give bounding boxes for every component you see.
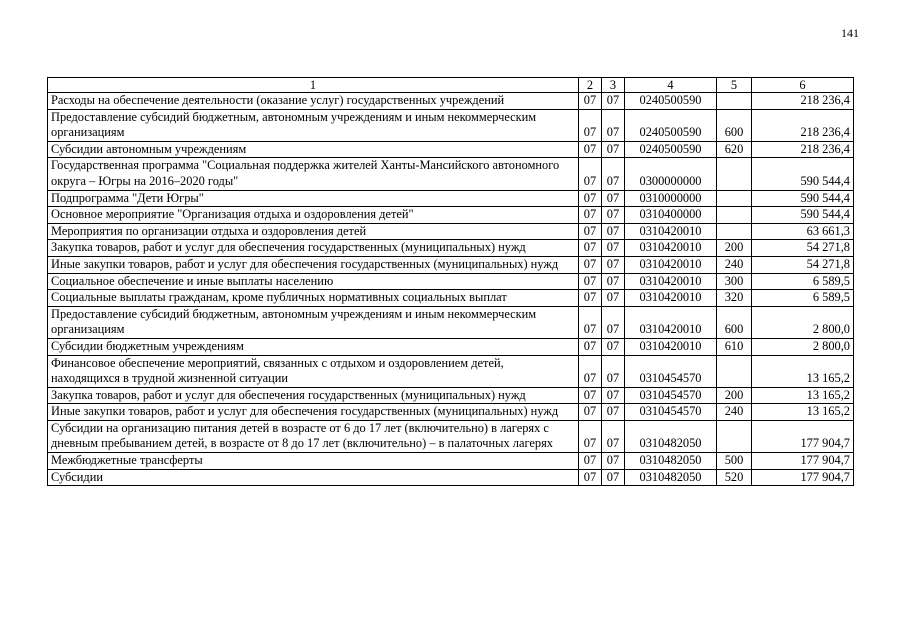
row-name-cell: Субсидии на организацию питания детей в возрасте от 6 до 17 лет (включительно) в лагерях с дневным пребыванием детей, в возрасте от 8 до 17 лет (включительно) – в палаточных лагерях — [48, 420, 579, 452]
row-expense-type-cell — [717, 190, 752, 207]
row-target-article-cell: 0310420010 — [625, 338, 717, 355]
table-row — [48, 453, 854, 470]
row-target-article-cell: 0310420010 — [625, 290, 717, 307]
table-row — [48, 306, 854, 338]
row-section-cell: 07 — [579, 306, 602, 338]
table-row — [48, 338, 854, 355]
row-expense-type-cell — [717, 355, 752, 387]
row-amount-cell: 63 661,3 — [752, 223, 854, 240]
row-expense-type-cell — [717, 93, 752, 110]
row-name-cell: Иные закупки товаров, работ и услуг для обеспечения государственных (муниципальных) нужд — [48, 256, 579, 273]
table-row — [48, 190, 854, 207]
table-row — [48, 469, 854, 486]
table-row — [48, 240, 854, 257]
row-name-cell: Предоставление субсидий бюджетным, автономным учреждениям и иным некоммерческим организациям — [48, 109, 579, 141]
row-subsection-cell: 07 — [602, 290, 625, 307]
row-target-article-cell: 0240500590 — [625, 93, 717, 110]
row-name-cell: Мероприятия по организации отдыха и оздоровления детей — [48, 223, 579, 240]
row-section-cell: 07 — [579, 273, 602, 290]
row-section-cell: 07 — [579, 223, 602, 240]
row-expense-type-cell — [717, 207, 752, 224]
table-row — [48, 207, 854, 224]
row-subsection-cell: 07 — [602, 420, 625, 452]
table-row — [48, 387, 854, 404]
row-section-cell: 07 — [579, 207, 602, 224]
table-row — [48, 256, 854, 273]
row-subsection-cell: 07 — [602, 404, 625, 421]
row-expense-type-cell: 200 — [717, 240, 752, 257]
row-amount-cell: 13 165,2 — [752, 355, 854, 387]
row-name-cell: Расходы на обеспечение деятельности (оказание услуг) государственных учреждений — [48, 93, 579, 110]
row-expense-type-cell — [717, 223, 752, 240]
row-expense-type-cell: 600 — [717, 306, 752, 338]
row-subsection-cell: 07 — [602, 190, 625, 207]
row-subsection-cell: 07 — [602, 223, 625, 240]
row-target-article-cell: 0240500590 — [625, 109, 717, 141]
row-subsection-cell: 07 — [602, 240, 625, 257]
row-section-cell: 07 — [579, 158, 602, 190]
row-name-cell: Финансовое обеспечение мероприятий, связанных с отдыхом и оздоровлением детей, находящихся в трудной жизненной ситуации — [48, 355, 579, 387]
row-amount-cell: 54 271,8 — [752, 256, 854, 273]
row-expense-type-cell: 200 — [717, 387, 752, 404]
row-section-cell: 07 — [579, 109, 602, 141]
row-section-cell: 07 — [579, 420, 602, 452]
table-row — [48, 93, 854, 110]
row-amount-cell: 590 544,4 — [752, 158, 854, 190]
row-target-article-cell: 0310420010 — [625, 223, 717, 240]
row-name-cell: Государственная программа "Социальная поддержка жителей Ханты-Мансийского автономного округа – Югры на 2016–2020 годы" — [48, 158, 579, 190]
row-name-cell: Подпрограмма "Дети Югры" — [48, 190, 579, 207]
row-amount-cell: 177 904,7 — [752, 420, 854, 452]
row-amount-cell: 2 800,0 — [752, 306, 854, 338]
row-section-cell: 07 — [579, 141, 602, 158]
row-target-article-cell: 0310482050 — [625, 469, 717, 486]
row-subsection-cell: 07 — [602, 141, 625, 158]
header-cell-target-article: 4 — [625, 78, 717, 93]
row-expense-type-cell: 620 — [717, 141, 752, 158]
row-expense-type-cell: 600 — [717, 109, 752, 141]
row-amount-cell: 177 904,7 — [752, 453, 854, 470]
row-target-article-cell: 0310420010 — [625, 240, 717, 257]
row-expense-type-cell — [717, 420, 752, 452]
row-target-article-cell: 0310420010 — [625, 306, 717, 338]
row-expense-type-cell — [717, 158, 752, 190]
row-section-cell: 07 — [579, 93, 602, 110]
row-subsection-cell: 07 — [602, 256, 625, 273]
row-amount-cell: 218 236,4 — [752, 109, 854, 141]
row-amount-cell: 177 904,7 — [752, 469, 854, 486]
row-subsection-cell: 07 — [602, 93, 625, 110]
row-name-cell: Закупка товаров, работ и услуг для обеспечения государственных (муниципальных) нужд — [48, 240, 579, 257]
row-target-article-cell: 0310482050 — [625, 453, 717, 470]
row-target-article-cell: 0310454570 — [625, 404, 717, 421]
row-amount-cell: 54 271,8 — [752, 240, 854, 257]
row-target-article-cell: 0310400000 — [625, 207, 717, 224]
row-name-cell: Социальное обеспечение и иные выплаты населению — [48, 273, 579, 290]
table-row — [48, 420, 854, 452]
header-cell-section: 2 — [579, 78, 602, 93]
header-cell-amount: 6 — [752, 78, 854, 93]
row-name-cell: Субсидии бюджетным учреждениям — [48, 338, 579, 355]
header-cell-subsection: 3 — [602, 78, 625, 93]
row-target-article-cell: 0310454570 — [625, 355, 717, 387]
table-row — [48, 290, 854, 307]
row-expense-type-cell: 520 — [717, 469, 752, 486]
row-target-article-cell: 0310454570 — [625, 387, 717, 404]
row-amount-cell: 218 236,4 — [752, 141, 854, 158]
row-target-article-cell: 0310420010 — [625, 256, 717, 273]
row-section-cell: 07 — [579, 256, 602, 273]
row-amount-cell: 590 544,4 — [752, 207, 854, 224]
row-expense-type-cell: 610 — [717, 338, 752, 355]
page-number: 141 — [841, 26, 859, 40]
row-name-cell: Предоставление субсидий бюджетным, автономным учреждениям и иным некоммерческим организациям — [48, 306, 579, 338]
row-name-cell: Социальные выплаты гражданам, кроме публичных нормативных социальных выплат — [48, 290, 579, 307]
row-section-cell: 07 — [579, 387, 602, 404]
table-row — [48, 355, 854, 387]
row-expense-type-cell: 240 — [717, 404, 752, 421]
row-name-cell: Субсидии автономным учреждениям — [48, 141, 579, 158]
row-expense-type-cell: 320 — [717, 290, 752, 307]
row-target-article-cell: 0310482050 — [625, 420, 717, 452]
row-name-cell: Иные закупки товаров, работ и услуг для обеспечения государственных (муниципальных) нужд — [48, 404, 579, 421]
table-row — [48, 223, 854, 240]
row-subsection-cell: 07 — [602, 355, 625, 387]
row-subsection-cell: 07 — [602, 207, 625, 224]
row-target-article-cell: 0310420010 — [625, 273, 717, 290]
row-target-article-cell: 0240500590 — [625, 141, 717, 158]
row-expense-type-cell: 500 — [717, 453, 752, 470]
row-section-cell: 07 — [579, 190, 602, 207]
row-subsection-cell: 07 — [602, 109, 625, 141]
row-section-cell: 07 — [579, 453, 602, 470]
budget-table — [47, 77, 854, 486]
row-subsection-cell: 07 — [602, 273, 625, 290]
row-section-cell: 07 — [579, 240, 602, 257]
row-amount-cell: 13 165,2 — [752, 387, 854, 404]
table-row — [48, 109, 854, 141]
header-cell-expense-type: 5 — [717, 78, 752, 93]
row-name-cell: Межбюджетные трансферты — [48, 453, 579, 470]
table-header-row — [48, 78, 854, 93]
row-section-cell: 07 — [579, 290, 602, 307]
row-amount-cell: 2 800,0 — [752, 338, 854, 355]
row-subsection-cell: 07 — [602, 387, 625, 404]
row-target-article-cell: 0310000000 — [625, 190, 717, 207]
row-amount-cell: 13 165,2 — [752, 404, 854, 421]
row-section-cell: 07 — [579, 469, 602, 486]
row-subsection-cell: 07 — [602, 338, 625, 355]
row-name-cell: Закупка товаров, работ и услуг для обеспечения государственных (муниципальных) нужд — [48, 387, 579, 404]
row-name-cell: Основное мероприятие "Организация отдыха и оздоровления детей" — [48, 207, 579, 224]
table-row — [48, 158, 854, 190]
table-row — [48, 141, 854, 158]
header-cell-name: 1 — [48, 78, 579, 93]
row-name-cell: Субсидии — [48, 469, 579, 486]
table-row — [48, 404, 854, 421]
table-row — [48, 273, 854, 290]
row-subsection-cell: 07 — [602, 453, 625, 470]
row-section-cell: 07 — [579, 404, 602, 421]
row-amount-cell: 6 589,5 — [752, 273, 854, 290]
row-subsection-cell: 07 — [602, 306, 625, 338]
row-section-cell: 07 — [579, 338, 602, 355]
row-target-article-cell: 0300000000 — [625, 158, 717, 190]
row-amount-cell: 6 589,5 — [752, 290, 854, 307]
row-expense-type-cell: 240 — [717, 256, 752, 273]
row-subsection-cell: 07 — [602, 158, 625, 190]
row-section-cell: 07 — [579, 355, 602, 387]
row-amount-cell: 218 236,4 — [752, 93, 854, 110]
row-amount-cell: 590 544,4 — [752, 190, 854, 207]
row-expense-type-cell: 300 — [717, 273, 752, 290]
row-subsection-cell: 07 — [602, 469, 625, 486]
